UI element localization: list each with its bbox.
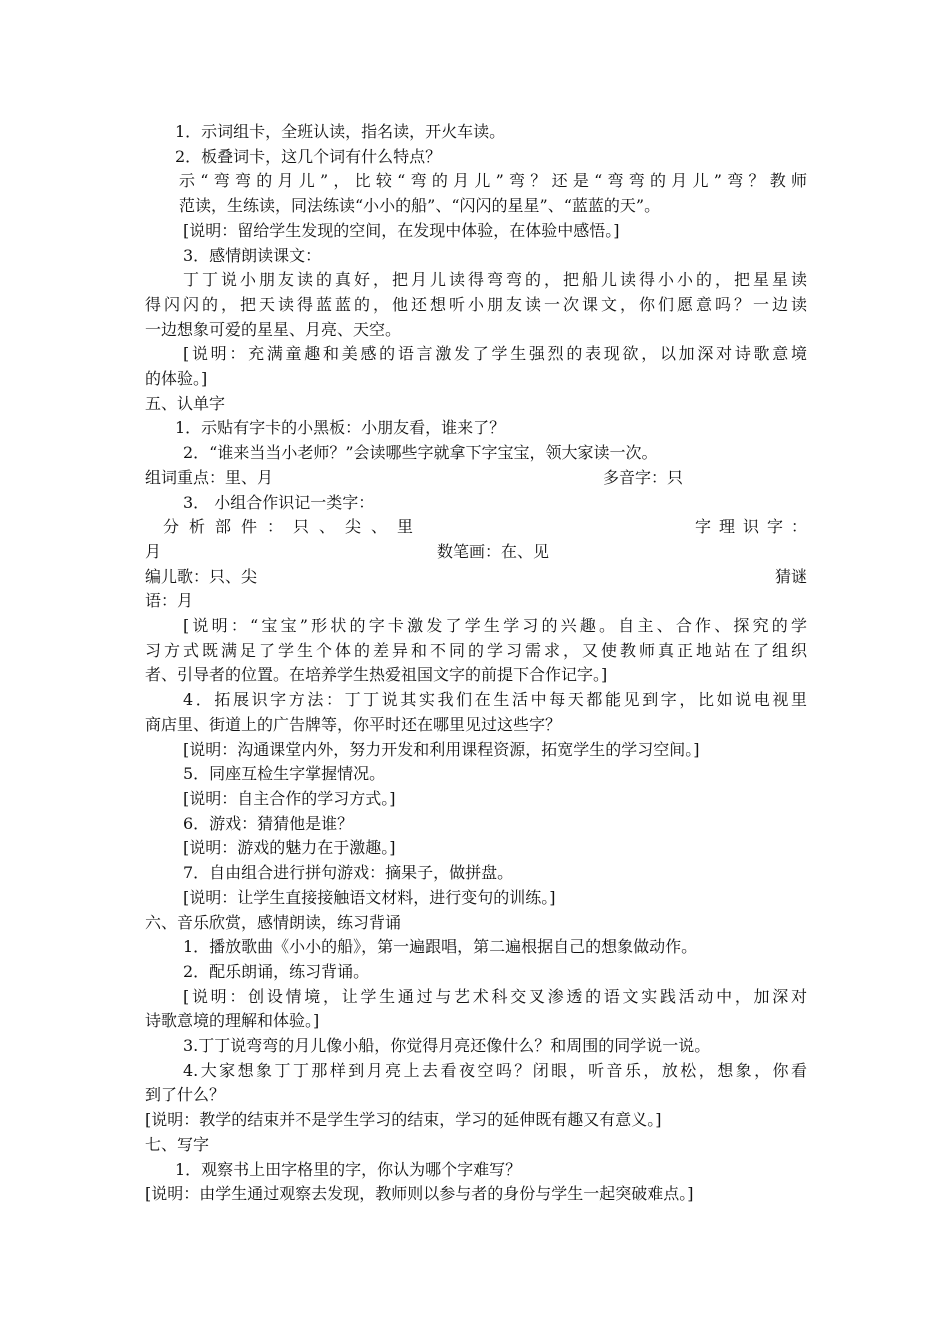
note-line: [说明：由学生通过观察去发现，教师则以参与者的身份与学生一起突破难点。] — [145, 1184, 694, 1204]
line-right: 数笔画：在、见 — [436, 541, 549, 561]
paragraph-line: 7．自由组合进行拼句游戏：摘果子，做拼盘。 — [183, 863, 514, 883]
paragraph-line: 2．配乐朗诵，练习背诵。 — [183, 961, 370, 981]
section-heading: 六、音乐欣赏，感情朗读，练习背诵 — [145, 912, 402, 932]
paragraph-line: 丁丁说小朋友读的真好，把月儿读得弯弯的，把船儿读得小小的，把星星读 — [183, 270, 807, 290]
paragraph-line: 得闪闪的，把天读得蓝蓝的，他还想听小朋友读一次课文，你们愿意吗？一边读 — [145, 294, 807, 314]
paragraph-line: 1．示词组卡，全班认读，指名读，开火车读。 — [175, 122, 506, 141]
note-line: 的体验。] — [145, 369, 208, 389]
paragraph-line: 6．游戏：猜猜他是谁？ — [183, 813, 354, 833]
note-line: [说明：教学的结束并不是学生学习的结束，学习的延伸既有趣又有意义。] — [145, 1110, 662, 1130]
split-line — [145, 466, 807, 491]
line-right: 多音字：只 — [602, 467, 683, 487]
note-line: [说明：充满童趣和美感的语言激发了学生强烈的表现欲，以加深对诗歌意境 — [183, 344, 807, 364]
paragraph-line: 5．同座互检生字掌握情况。 — [183, 764, 386, 784]
paragraph-line: 示“弯弯的月儿”，比较“弯的月儿”弯？还是“弯弯的月儿”弯？教师 — [179, 171, 807, 191]
split-line — [145, 565, 807, 590]
paragraph-line: 语：月 — [145, 591, 194, 611]
split-line — [145, 540, 807, 565]
line-right: 字理识字： — [694, 517, 815, 537]
note-line: [说明：游戏的魅力在于激趣。] — [183, 838, 396, 858]
paragraph-line: 范读，生练读，同法练读“小小的船”、“闪闪的星星”、“蓝蓝的天”。 — [179, 196, 661, 216]
line-right: 猜谜 — [774, 566, 807, 586]
note-line: 习方式既满足了学生个体的差异和不同的学习需求，又使教师真正地站在了组织 — [145, 640, 807, 660]
paragraph-line: 1．示贴有字卡的小黑板：小朋友看，谁来了？ — [175, 418, 506, 438]
line-left: 组词重点：里、月 — [145, 467, 274, 487]
line-left: 月 — [145, 541, 162, 561]
paragraph-line: 2．“谁来当当小老师？”会读哪些字就拿下字宝宝，领大家读一次。 — [183, 443, 658, 463]
line-left: 编儿歌：只、尖 — [145, 566, 258, 586]
document-page — [145, 120, 815, 1207]
note-line: [说明：创设情境，让学生通过与艺术科交叉渗透的语文实践活动中，加深对 — [183, 986, 807, 1006]
note-line: 诗歌意境的理解和体验。] — [145, 1011, 320, 1031]
paragraph-line: 到了什么？ — [145, 1085, 226, 1105]
paragraph-line: 3． 小组合作识记一类字： — [183, 492, 375, 512]
paragraph-line: 一边想象可爱的星星、月亮、天空。 — [145, 319, 402, 339]
note-line: [说明：让学生直接接触语文材料，进行变句的训练。] — [183, 887, 556, 907]
note-line: [说明：“宝宝”形状的字卡激发了学生学习的兴趣。自主、合作、探究的学 — [183, 616, 807, 636]
paragraph-line: 4．拓展识字方法：丁丁说其实我们在生活中每天都能见到字，比如说电视里 — [183, 690, 807, 710]
paragraph-line: 3.丁丁说弯弯的月儿像小船，你觉得月亮还像什么？和周围的同学说一说。 — [183, 1036, 711, 1056]
section-heading: 五、认单字 — [145, 393, 226, 413]
note-line: [说明：留给学生发现的空间，在发现中体验，在体验中感悟。] — [183, 220, 620, 240]
paragraph-line: 4.大家想象丁丁那样到月亮上去看夜空吗？闭眼，听音乐，放松，想象，你看 — [183, 1060, 807, 1080]
paragraph-line: 1．播放歌曲《小小的船》，第一遍跟唱，第二遍根据自己的想象做动作。 — [183, 937, 698, 957]
paragraph-line: 2．板叠词卡，这几个词有什么特点？ — [175, 146, 442, 166]
split-line — [145, 515, 815, 540]
note-line: [说明：沟通课堂内外，努力开发和利用课程资源，拓宽学生的学习空间。] — [183, 739, 700, 759]
line-left: 分析部件：只、尖、里 — [163, 517, 424, 537]
note-line: [说明：自主合作的学习方式。] — [183, 788, 396, 808]
paragraph-line: 3．感情朗读课文： — [183, 245, 322, 265]
note-line: 者、引导者的位置。在培养学生热爱祖国文字的前提下合作记字。] — [145, 665, 608, 685]
paragraph-line: 1．观察书上田字格里的字，你认为哪个字难写？ — [175, 1159, 522, 1179]
paragraph-line: 商店里、街道上的广告牌等，你平时还在哪里见过这些字？ — [145, 714, 562, 734]
section-heading: 七、写字 — [145, 1134, 210, 1154]
